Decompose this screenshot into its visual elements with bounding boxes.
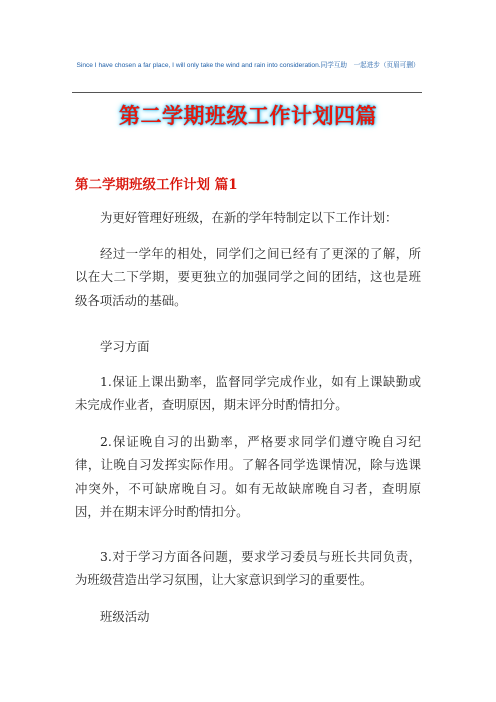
paragraph-intro: 为更好管理好班级，在新的学年特制定以下工作计划：	[100, 210, 398, 225]
subheading-study: 学习方面	[100, 339, 150, 354]
section-heading: 第二学期班级工作计划 篇1	[75, 177, 238, 193]
paragraph-study-item-2: 2.保证晚自习的出勤率，严格要求同学们遵守晚自习纪律，让晚自习发挥实际作用。了解各同学选课情况，除与选课冲突外，不可缺席晚自习。如有无故缺席晚自习者，查明原因，并在期末评分时酌情扣分。	[75, 434, 421, 520]
subheading-class-activities: 班级活动	[100, 609, 150, 624]
header-divider	[72, 92, 422, 93]
header-motto-zh: 同学互助 一起进步（页眉可删）	[320, 61, 420, 69]
paragraph-study-item-1: 1.保证上课出勤率，监督同学完成作业，如有上课缺勤或未完成作业者，查明原因，期末评分时酌情扣分。	[75, 374, 421, 413]
header-motto-en: Since I have chosen a far place, I will only take the wind and rain into consideration.	[76, 62, 321, 69]
paragraph-unity: 经过一学年的相处，同学们之间已经有了更深的了解，所以在大二下学期，要更独立的加强同学之间的团结，这也是班级各项活动的基础。	[75, 246, 421, 308]
paragraph-study-item-3: 3.对于学习方面各问题，要求学习委员与班长共同负责，为班级营造出学习氛围，让大家意识到学习的重要性。	[75, 549, 421, 588]
document-title: 第二学期班级工作计划四篇	[119, 104, 377, 128]
page-header	[70, 60, 426, 71]
